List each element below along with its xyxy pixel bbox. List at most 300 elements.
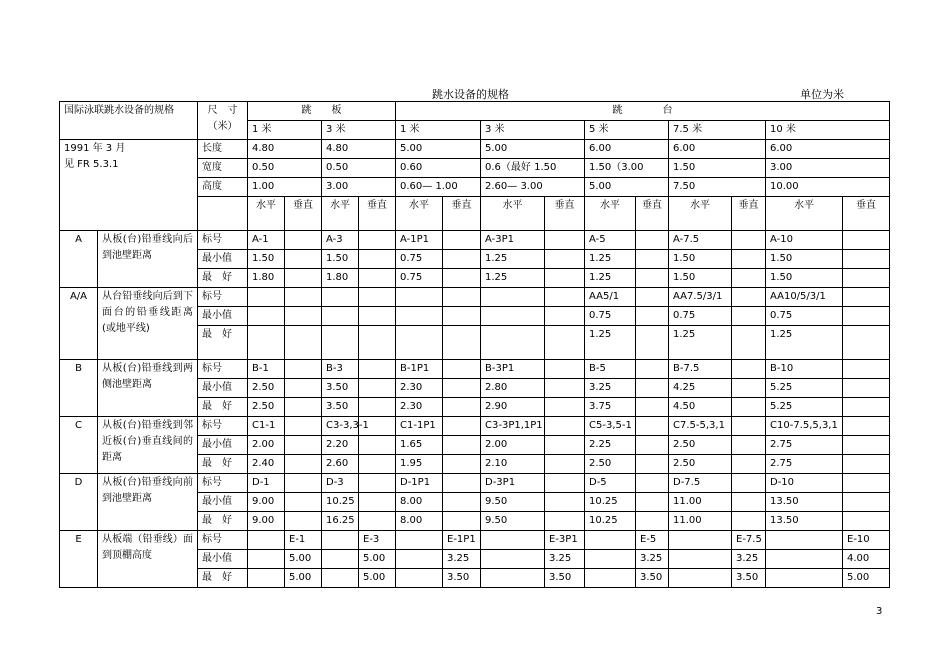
vertical-value: E-1: [285, 531, 322, 550]
row-label: 最小值: [198, 493, 248, 512]
vertical-value: [843, 455, 890, 474]
dimension-value: 6.00: [766, 140, 890, 159]
vertical-header: 垂直: [285, 197, 322, 231]
horizontal-value: 1.25: [481, 250, 545, 269]
vertical-value: [285, 512, 322, 531]
vertical-value: [843, 269, 890, 288]
blank-cell: [198, 197, 248, 231]
horizontal-header: 水平: [585, 197, 636, 231]
vertical-value: [843, 436, 890, 455]
horizontal-value: C1-1P1: [396, 417, 443, 436]
section-row: [60, 531, 890, 550]
vertical-value: [545, 231, 585, 250]
horizontal-value: B-5: [585, 360, 636, 379]
dimension-value: 6.00: [669, 140, 766, 159]
vertical-value: [732, 455, 766, 474]
vertical-value: [359, 326, 396, 360]
dimension-cell: 尺 寸（米）: [198, 102, 248, 140]
section-code: D: [60, 474, 98, 531]
vertical-value: [732, 474, 766, 493]
vertical-value: [545, 398, 585, 417]
vertical-value: [843, 417, 890, 436]
vertical-value: [843, 307, 890, 326]
dimension-value: 4.80: [248, 140, 322, 159]
horizontal-value: 13.50: [766, 512, 843, 531]
horizontal-value: B-3P1: [481, 360, 545, 379]
horizontal-value: 1.50: [669, 269, 732, 288]
vertical-value: [443, 288, 481, 307]
vertical-value: 3.25: [636, 550, 669, 569]
vertical-value: 3.50: [443, 569, 481, 588]
horizontal-header: 水平: [481, 197, 545, 231]
vertical-value: [359, 379, 396, 398]
horizontal-value: [396, 550, 443, 569]
vertical-value: [636, 436, 669, 455]
horizontal-header: 水平: [396, 197, 443, 231]
horizontal-value: 5.25: [766, 398, 843, 417]
horizontal-value: 2.50: [248, 379, 285, 398]
vertical-value: [545, 326, 585, 360]
horizontal-value: 9.50: [481, 512, 545, 531]
vertical-value: [636, 398, 669, 417]
horizontal-value: 3.50: [322, 379, 359, 398]
horizontal-value: 4.25: [669, 379, 732, 398]
horizontal-value: [396, 531, 443, 550]
vertical-value: [285, 493, 322, 512]
horizontal-value: [248, 569, 285, 588]
horizontal-value: [669, 550, 732, 569]
vertical-value: [359, 512, 396, 531]
section-row: [60, 417, 890, 436]
horizontal-value: 10.25: [585, 512, 636, 531]
horizontal-value: [585, 569, 636, 588]
horizontal-value: A-3: [322, 231, 359, 250]
horizontal-value: [766, 550, 843, 569]
row-label: 标号: [198, 417, 248, 436]
horizontal-value: [396, 326, 443, 360]
horizontal-value: D-3: [322, 474, 359, 493]
vertical-value: 5.00: [843, 569, 890, 588]
section-description: 从板(台)铅垂线到两侧池壁距离: [98, 360, 198, 417]
horizontal-value: [248, 288, 285, 307]
horizontal-value: [322, 288, 359, 307]
horizontal-value: B-3: [322, 360, 359, 379]
vertical-value: [443, 455, 481, 474]
vertical-value: E-3: [359, 531, 396, 550]
height-header: 10 米: [766, 121, 890, 140]
horizontal-value: AA7.5/3/1: [669, 288, 732, 307]
dimension-value: 3.00: [766, 159, 890, 178]
horizontal-value: 2.20: [322, 436, 359, 455]
vertical-value: [732, 379, 766, 398]
vertical-value: [636, 288, 669, 307]
horizontal-value: [396, 288, 443, 307]
horizontal-value: A-1: [248, 231, 285, 250]
vertical-value: [843, 360, 890, 379]
row-label: 标号: [198, 288, 248, 307]
horizontal-value: 0.75: [669, 307, 732, 326]
horizontal-value: 0.75: [585, 307, 636, 326]
vertical-value: [545, 288, 585, 307]
vertical-value: [359, 307, 396, 326]
horizontal-value: [248, 550, 285, 569]
vertical-value: [359, 474, 396, 493]
section-code: A/A: [60, 288, 98, 360]
section-code: A: [60, 231, 98, 288]
vertical-value: [443, 417, 481, 436]
dimension-value: 0.50: [322, 159, 396, 178]
vertical-value: 3.50: [732, 569, 766, 588]
horizontal-value: 2.25: [585, 436, 636, 455]
horizontal-value: D-1P1: [396, 474, 443, 493]
horizontal-value: 10.25: [322, 493, 359, 512]
vertical-value: [545, 379, 585, 398]
height-header: 1 米: [248, 121, 322, 140]
vertical-value: [843, 474, 890, 493]
vertical-value: [285, 436, 322, 455]
vertical-value: [443, 436, 481, 455]
horizontal-value: D-10: [766, 474, 843, 493]
horizontal-value: 0.75: [396, 250, 443, 269]
vertical-value: [285, 417, 322, 436]
vertical-header: 垂直: [732, 197, 766, 231]
vertical-value: [359, 398, 396, 417]
horizontal-value: 2.30: [396, 398, 443, 417]
section-description: 从板端（铅垂线）面到顶棚高度: [98, 531, 198, 588]
horizontal-header: 水平: [669, 197, 732, 231]
vertical-value: [732, 436, 766, 455]
dimension-value: 5.00: [481, 140, 585, 159]
vertical-value: [732, 326, 766, 360]
horizontal-value: [322, 550, 359, 569]
vertical-value: [732, 307, 766, 326]
row-label: 最小值: [198, 307, 248, 326]
dimension-label: 高度: [198, 178, 248, 197]
row-label: 最 好: [198, 326, 248, 360]
horizontal-value: 1.80: [248, 269, 285, 288]
row-label: 最 好: [198, 398, 248, 417]
dimension-value: 4.80: [322, 140, 396, 159]
horizontal-value: A-5: [585, 231, 636, 250]
horizontal-value: C1-1: [248, 417, 285, 436]
horizontal-value: [248, 531, 285, 550]
vertical-value: 5.00: [285, 550, 322, 569]
horizontal-value: 2.80: [481, 379, 545, 398]
horizontal-value: 1.50: [766, 250, 843, 269]
horizontal-value: 11.00: [669, 512, 732, 531]
vertical-value: 4.00: [843, 550, 890, 569]
horizontal-value: 9.50: [481, 493, 545, 512]
height-header: 3 米: [322, 121, 396, 140]
dimension-label: 宽度: [198, 159, 248, 178]
horizontal-value: A-3P1: [481, 231, 545, 250]
horizontal-value: [248, 307, 285, 326]
vertical-header: 垂直: [359, 197, 396, 231]
vertical-value: [285, 398, 322, 417]
horizontal-value: 1.80: [322, 269, 359, 288]
height-header: 3 米: [481, 121, 585, 140]
row-label: 最 好: [198, 512, 248, 531]
horizontal-header: 水平: [766, 197, 843, 231]
horizontal-value: A-10: [766, 231, 843, 250]
horizontal-value: 2.75: [766, 455, 843, 474]
dimension-value: 3.00: [322, 178, 396, 197]
horizontal-value: [766, 569, 843, 588]
vertical-header: 垂直: [443, 197, 481, 231]
vertical-value: 5.00: [359, 569, 396, 588]
vertical-value: [636, 417, 669, 436]
vertical-value: [443, 398, 481, 417]
horizontal-value: 1.25: [585, 250, 636, 269]
horizontal-value: [766, 531, 843, 550]
vertical-value: [443, 474, 481, 493]
vertical-value: [359, 288, 396, 307]
horizontal-value: [481, 531, 545, 550]
horizontal-value: 2.75: [766, 436, 843, 455]
vertical-value: 5.00: [359, 550, 396, 569]
date-text: 1991 年 3 月: [64, 143, 126, 154]
dimension-row: [60, 140, 890, 159]
row-label: 最小值: [198, 250, 248, 269]
vertical-value: [732, 231, 766, 250]
horizontal-value: 1.65: [396, 436, 443, 455]
horizontal-value: 3.25: [585, 379, 636, 398]
vertical-value: [636, 493, 669, 512]
vertical-value: [359, 231, 396, 250]
horizontal-value: A-7.5: [669, 231, 732, 250]
vertical-value: [636, 231, 669, 250]
vertical-value: [285, 474, 322, 493]
page-number: 3: [876, 606, 883, 617]
vertical-value: 5.00: [285, 569, 322, 588]
horizontal-value: [481, 569, 545, 588]
horizontal-value: 13.50: [766, 493, 843, 512]
section-row: [60, 474, 890, 493]
section-row: [60, 231, 890, 250]
vertical-value: [285, 360, 322, 379]
vertical-value: [732, 493, 766, 512]
vertical-value: [285, 379, 322, 398]
vertical-value: [636, 360, 669, 379]
horizontal-value: 2.60: [322, 455, 359, 474]
horizontal-value: 1.25: [481, 269, 545, 288]
vertical-value: [359, 250, 396, 269]
dimension-value: 7.50: [669, 178, 766, 197]
vertical-value: [636, 379, 669, 398]
horizontal-value: 0.75: [766, 307, 843, 326]
vertical-header: 垂直: [545, 197, 585, 231]
date-ref-cell: [60, 140, 198, 231]
horizontal-value: D-3P1: [481, 474, 545, 493]
dimension-value: 5.00: [396, 140, 481, 159]
horizontal-value: 5.25: [766, 379, 843, 398]
horizontal-value: [322, 326, 359, 360]
vertical-value: [443, 512, 481, 531]
unit-note: 单位为米: [800, 88, 844, 101]
horizontal-value: C10-7.5,5,3,1: [766, 417, 843, 436]
diving-spec-table: [59, 101, 890, 588]
row-label: 标号: [198, 531, 248, 550]
horizontal-value: 1.50: [669, 250, 732, 269]
vertical-value: [732, 288, 766, 307]
vertical-value: [732, 512, 766, 531]
vertical-value: [443, 231, 481, 250]
vertical-value: [843, 398, 890, 417]
horizontal-value: 16.25: [322, 512, 359, 531]
row-label: 标号: [198, 474, 248, 493]
horizontal-value: C5-3,5-1: [585, 417, 636, 436]
horizontal-value: 9.00: [248, 512, 285, 531]
dimension-value: 6.00: [585, 140, 669, 159]
dimension-value: 1.50（3.00: [585, 159, 669, 178]
vertical-value: [285, 250, 322, 269]
vertical-value: [359, 493, 396, 512]
horizontal-value: A-1P1: [396, 231, 443, 250]
vertical-value: [545, 307, 585, 326]
horizontal-value: AA5/1: [585, 288, 636, 307]
vertical-value: [285, 326, 322, 360]
vertical-value: [545, 250, 585, 269]
horizontal-value: 2.00: [248, 436, 285, 455]
horizontal-value: [481, 288, 545, 307]
section-code: C: [60, 417, 98, 474]
vertical-header: 垂直: [636, 197, 669, 231]
section-description: 从板(台)铅垂线到邻近板(台)垂直线间的距离: [98, 417, 198, 474]
horizontal-value: C3-3,3-1: [322, 417, 359, 436]
vertical-value: [443, 307, 481, 326]
row-label: 最 好: [198, 455, 248, 474]
section-code: B: [60, 360, 98, 417]
row-label: 最 好: [198, 569, 248, 588]
dimension-value: 1.00: [248, 178, 322, 197]
section-description: 从台铅垂线向后到下面台的铅垂线距离(或地平线): [98, 288, 198, 360]
height-header: 5 米: [585, 121, 669, 140]
vertical-value: [732, 398, 766, 417]
horizontal-value: 1.25: [585, 269, 636, 288]
horizontal-value: 10.25: [585, 493, 636, 512]
vertical-value: [285, 269, 322, 288]
vertical-value: E-3P1: [545, 531, 585, 550]
horizontal-value: D-5: [585, 474, 636, 493]
row-label: 标号: [198, 360, 248, 379]
platform-header: 跳 台: [396, 102, 890, 121]
vertical-value: 3.25: [545, 550, 585, 569]
vertical-value: [285, 455, 322, 474]
horizontal-value: 8.00: [396, 512, 443, 531]
document-title: 跳水设备的规格: [432, 88, 509, 101]
horizontal-value: 2.50: [669, 436, 732, 455]
horizontal-value: [585, 531, 636, 550]
vertical-value: [285, 288, 322, 307]
vertical-value: E-7.5: [732, 531, 766, 550]
horizontal-value: 2.40: [248, 455, 285, 474]
vertical-value: [636, 307, 669, 326]
horizontal-value: 1.50: [322, 250, 359, 269]
vertical-value: [359, 436, 396, 455]
vertical-value: [443, 326, 481, 360]
reference-text: 见 FR 5.3.1: [64, 159, 119, 170]
vertical-value: [545, 512, 585, 531]
horizontal-value: [585, 550, 636, 569]
horizontal-header: 水平: [248, 197, 285, 231]
horizontal-value: 2.50: [669, 455, 732, 474]
dimension-value: 0.6（最好 1.50: [481, 159, 585, 178]
horizontal-value: 0.75: [396, 269, 443, 288]
dimension-value: 2.60— 3.00: [481, 178, 585, 197]
horizontal-value: 2.10: [481, 455, 545, 474]
dimension-value: 0.60— 1.00: [396, 178, 481, 197]
horizontal-value: D-1: [248, 474, 285, 493]
header-row: [60, 102, 890, 121]
vertical-value: [843, 250, 890, 269]
vertical-value: E-1P1: [443, 531, 481, 550]
horizontal-value: B-7.5: [669, 360, 732, 379]
horizontal-value: [481, 326, 545, 360]
vertical-value: [285, 307, 322, 326]
horizontal-value: 3.50: [322, 398, 359, 417]
section-description: 从板(台)铅垂线向前到池壁距离: [98, 474, 198, 531]
section-code: E: [60, 531, 98, 588]
horizontal-value: B-1: [248, 360, 285, 379]
horizontal-value: 1.25: [669, 326, 732, 360]
row-label: 标号: [198, 231, 248, 250]
vertical-value: [545, 436, 585, 455]
horizontal-value: D-7.5: [669, 474, 732, 493]
vertical-value: [443, 493, 481, 512]
vertical-value: 3.50: [545, 569, 585, 588]
horizontal-value: B-10: [766, 360, 843, 379]
dimension-value: 10.00: [766, 178, 890, 197]
height-header: 1 米: [396, 121, 481, 140]
dimension-value: 5.00: [585, 178, 669, 197]
horizontal-value: 2.90: [481, 398, 545, 417]
horizontal-value: 9.00: [248, 493, 285, 512]
horizontal-value: 1.50: [766, 269, 843, 288]
vertical-value: [545, 269, 585, 288]
dimension-value: 1.50: [669, 159, 766, 178]
horizontal-value: 1.25: [766, 326, 843, 360]
dimension-label: 长度: [198, 140, 248, 159]
vertical-value: [732, 269, 766, 288]
vertical-header: 垂直: [843, 197, 890, 231]
section-description: 从板(台)铅垂线向后到池壁距离: [98, 231, 198, 288]
horizontal-value: C3-3P1,1P1: [481, 417, 545, 436]
row-label: 最小值: [198, 436, 248, 455]
horizontal-value: 2.30: [396, 379, 443, 398]
horizontal-value: [322, 531, 359, 550]
vertical-value: [843, 512, 890, 531]
horizontal-value: 1.95: [396, 455, 443, 474]
section-row: [60, 360, 890, 379]
vertical-value: 3.50: [636, 569, 669, 588]
horizontal-value: 2.00: [481, 436, 545, 455]
vertical-value: E-10: [843, 531, 890, 550]
horizontal-value: 2.50: [585, 455, 636, 474]
springboard-header: 跳 板: [248, 102, 396, 121]
row-label: 最小值: [198, 379, 248, 398]
row-label: 最 好: [198, 269, 248, 288]
horizontal-value: 3.75: [585, 398, 636, 417]
dimension-value: 0.60: [396, 159, 481, 178]
vertical-value: [359, 360, 396, 379]
horizontal-value: [396, 569, 443, 588]
horizontal-value: [481, 307, 545, 326]
horizontal-value: 8.00: [396, 493, 443, 512]
vertical-value: [545, 455, 585, 474]
vertical-value: [843, 231, 890, 250]
horizontal-value: C7.5-5,3,1: [669, 417, 732, 436]
horizontal-value: [669, 531, 732, 550]
